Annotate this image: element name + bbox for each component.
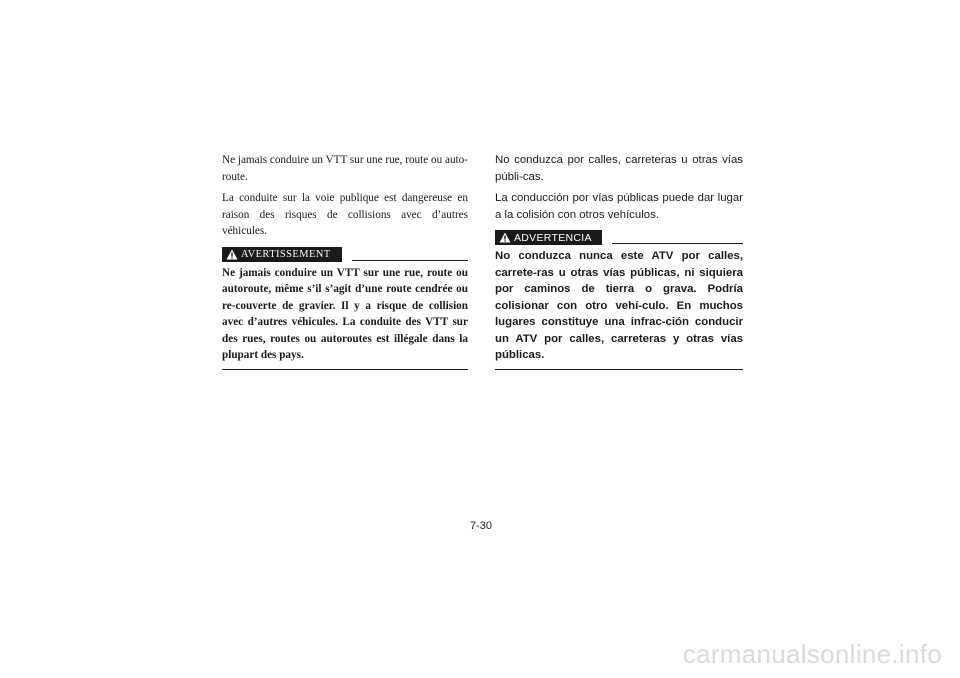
french-paragraph-2: La conduite sur la voie publique est dangereuse en raison des risques de collisions avec d’autres véhicules. — [222, 192, 468, 237]
spanish-warning-rule — [612, 243, 743, 244]
spanish-warning-badge — [495, 230, 602, 245]
french-warning-label: AVERTISSEMENT — [241, 248, 331, 260]
warning-triangle-icon — [226, 249, 238, 260]
page-number: 7-30 — [470, 520, 493, 532]
french-warning-badge — [222, 247, 342, 262]
french-paragraph-1: Ne jamais conduire un VTT sur une rue, route ou auto-route. — [222, 154, 468, 183]
watermark: carmanualsonline.info — [682, 639, 942, 669]
french-warning-rule — [352, 260, 468, 261]
spanish-paragraph-2: La conducción por vías públicas puede dar lugar a la colisión con otros vehículos. — [495, 192, 743, 221]
french-warning-text: Ne jamais conduire un VTT sur une rue, route ou autoroute, même s’il s’agit d’une route cendrée ou re-couverte de gravier. Il y a risque de collision avec d’autres véhicules. La conduite des VTT sur des rues, routes ou autoroutes est illégale dans la plupart des pays. — [222, 266, 468, 361]
french-warning-bottom-rule — [222, 369, 468, 370]
spanish-warning-header — [495, 230, 743, 245]
spanish-warning-text: No conduzca nunca este ATV por calles, carrete-ras u otras vías públicas, ni siquiera por caminos de tierra o grava. Podría colisionar con otro vehí-culo. En muchos lugares constituye una infrac-ción conducir un ATV por calles, carreteras y otras vías públicas. — [495, 250, 743, 361]
spanish-paragraph-1: No conduzca por calles, carreteras u otras vías públi-cas. — [495, 154, 743, 183]
french-warning-header — [222, 247, 468, 262]
spanish-warning-label: ADVERTENCIA — [514, 231, 592, 244]
spanish-warning-bottom-rule — [495, 369, 743, 370]
french-column — [222, 152, 468, 370]
spanish-column — [495, 152, 743, 370]
warning-triangle-icon — [499, 232, 511, 243]
